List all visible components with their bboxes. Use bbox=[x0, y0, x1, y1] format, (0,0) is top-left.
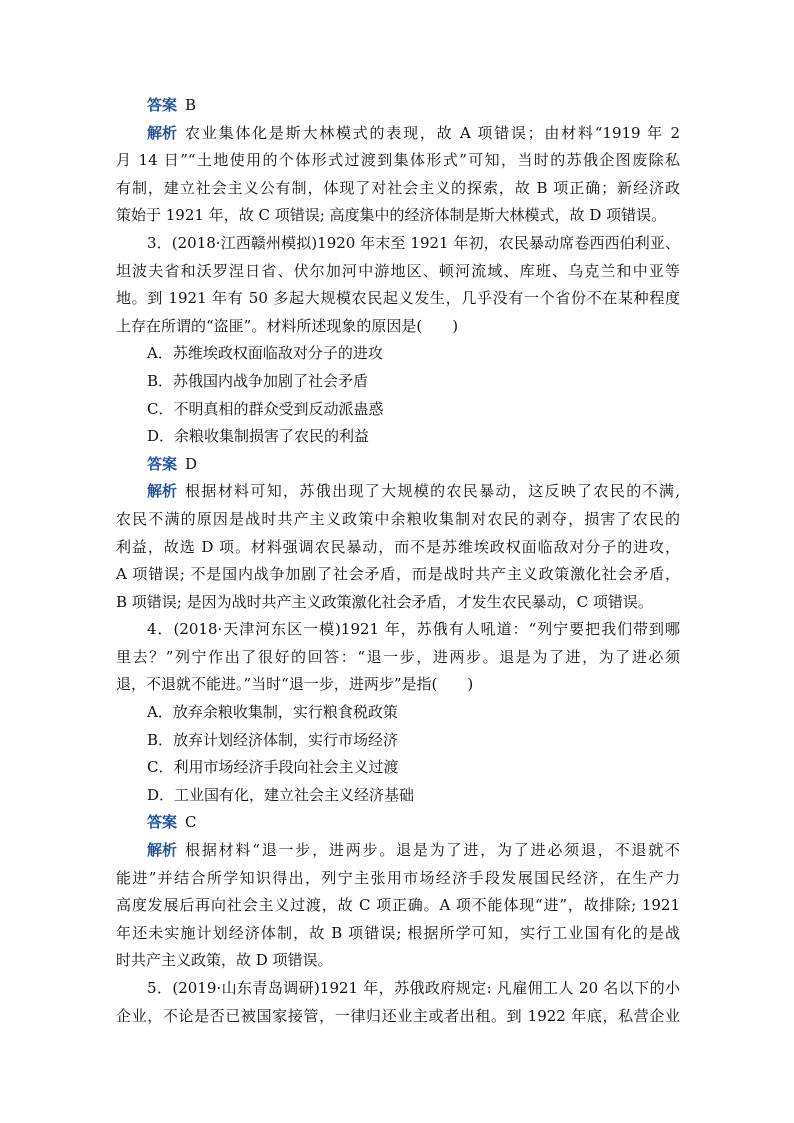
analysis-line bbox=[116, 920, 680, 948]
question-line bbox=[116, 313, 680, 341]
analysis-first-line bbox=[147, 120, 680, 148]
analysis-text: 月 14 日”“土地使用的个体形式过渡到集体形式”可知，当时的苏俄企图废除私 bbox=[116, 151, 680, 170]
analysis-label: 解析 bbox=[147, 841, 178, 860]
analysis-first-line bbox=[147, 478, 680, 506]
answer-label: 答案 bbox=[147, 813, 178, 832]
analysis-text: 利益，故选 D 项。材料强调农民暴动，而不是苏维埃政权面临敌对分子的进攻， bbox=[116, 537, 680, 556]
option-item: B．放弃计划经济体制，实行市场经济 bbox=[147, 730, 399, 749]
question-text: 3．(2018·江西赣州模拟)1920 年末至 1921 年初，农民暴动席卷西西伯利亚、 bbox=[147, 233, 680, 252]
analysis-label: 解析 bbox=[147, 482, 178, 501]
question-line bbox=[116, 258, 680, 286]
question-line bbox=[116, 671, 680, 699]
option-item: C．利用市场经济手段向社会主义过渡 bbox=[147, 758, 399, 777]
analysis-line bbox=[116, 534, 680, 562]
question-text: 里去？”列宁作出了很好的回答：“退一步，进两步。退是为了进，为了进必须 bbox=[116, 647, 680, 666]
analysis-text: 根据材料可知，苏俄出现了大规模的农民暴动，这反映了农民的不满, bbox=[185, 482, 680, 501]
analysis-text: 根据材料“退一步，进两步。退是为了进，为了进必须退，不退就不 bbox=[185, 841, 680, 860]
analysis-text: 有制，建立社会主义公有制，体现了对社会主义的探索，故 B 项正确；新经济政 bbox=[116, 178, 680, 197]
analysis-line bbox=[116, 561, 680, 589]
answer-line bbox=[116, 451, 680, 479]
answer-value: D bbox=[185, 454, 198, 473]
analysis-line bbox=[116, 175, 680, 203]
question-line bbox=[116, 644, 680, 672]
question-text: 地。到 1921 年有 50 多起大规模农民起义发生，几乎没有一个省份不在某种程度 bbox=[116, 289, 680, 308]
analysis-text: 农民不满的原因是战时共产主义政策中余粮收集制对农民的剥夺，损害了农民的 bbox=[116, 509, 680, 528]
analysis-label: 解析 bbox=[147, 123, 178, 142]
analysis-line bbox=[116, 837, 680, 865]
option-item: C．不明真相的群众受到反动派蛊惑 bbox=[147, 399, 384, 418]
analysis-line bbox=[116, 892, 680, 920]
analysis-line bbox=[116, 202, 680, 230]
analysis-line bbox=[116, 947, 680, 975]
analysis-text: B 项错误; 是因为战时共产主义政策激化社会矛盾，才发生农民暴动，C 项错误。 bbox=[116, 592, 653, 611]
option-item: A．放弃余粮收集制，实行粮食税政策 bbox=[147, 703, 398, 722]
analysis-text: 能进”并结合所学知识得出，列宁主张用市场经济手段发展国民经济，在生产力 bbox=[116, 868, 680, 887]
analysis-line bbox=[116, 120, 680, 148]
document-body bbox=[116, 92, 680, 1030]
question-line bbox=[116, 230, 680, 258]
question-text: 上存在所谓的“盗匪”。材料所述现象的原因是( ) bbox=[116, 316, 459, 335]
answer-label: 答案 bbox=[147, 96, 178, 114]
analysis-line bbox=[116, 478, 680, 506]
analysis-text: A 项错误; 不是国内战争加剧了社会矛盾，而是战时共产主义政策激化社会矛盾， bbox=[116, 565, 680, 584]
analysis-text: 年还未实施计划经济体制，故 B 项错误; 根据所学可知，实行工业国有化的是战 bbox=[116, 923, 680, 942]
analysis-line bbox=[116, 589, 680, 617]
answer-value: B bbox=[185, 96, 197, 114]
question-line bbox=[116, 1003, 680, 1031]
analysis-line bbox=[116, 147, 680, 175]
analysis-text: 高度发展后再向社会主义过渡，故 C 项正确。A 项不能体现“进”，故排除; 1921 bbox=[116, 896, 680, 915]
answer-value: C bbox=[185, 813, 197, 832]
option-item: D．余粮收集制损害了农民的利益 bbox=[147, 427, 370, 446]
analysis-first-line bbox=[147, 837, 680, 865]
option-item: D．工业国有化，建立社会主义经济基础 bbox=[147, 785, 415, 804]
analysis-text: 策始于 1921 年，故 C 项错误; 高度集中的经济体制是斯大林模式，故 D 项错误。 bbox=[116, 206, 667, 225]
option-item: B．苏俄国内战争加剧了社会矛盾 bbox=[147, 371, 369, 390]
analysis-text: 时共产主义政策，故 D 项错误。 bbox=[116, 951, 333, 970]
analysis-text: 农业集体化是斯大林模式的表现，故 A 项错误；由材料“1919 年 2 bbox=[185, 123, 680, 142]
option-item: A．苏维埃政权面临敌对分子的进攻 bbox=[147, 344, 383, 363]
question-text: 企业，不论是否已被国家接管，一律归还业主或者出租。到 1922 年底，私营企业 bbox=[116, 1006, 680, 1025]
analysis-line bbox=[116, 865, 680, 893]
question-text: 5．(2019·山东青岛调研)1921 年，苏俄政府规定: 凡雇佣工人 20 名以下的小 bbox=[147, 979, 680, 997]
analysis-line bbox=[116, 506, 680, 534]
answer-line bbox=[116, 92, 680, 120]
question-line bbox=[116, 616, 680, 644]
question-text: 退，不退就不能进。”当时“退一步，进两步”是指( ) bbox=[116, 675, 474, 694]
answer-label: 答案 bbox=[147, 454, 178, 473]
question-line bbox=[116, 285, 680, 313]
question-text: 坦波夫省和沃罗涅日省、伏尔加河中游地区、顿河流域、库班、乌克兰和中亚等 bbox=[116, 261, 680, 280]
question-line bbox=[116, 975, 680, 1003]
question-text: 4．(2018·天津河东区一模)1921 年，苏俄有人吼道：“列宁要把我们带到哪 bbox=[147, 620, 680, 639]
answer-line bbox=[116, 809, 680, 837]
